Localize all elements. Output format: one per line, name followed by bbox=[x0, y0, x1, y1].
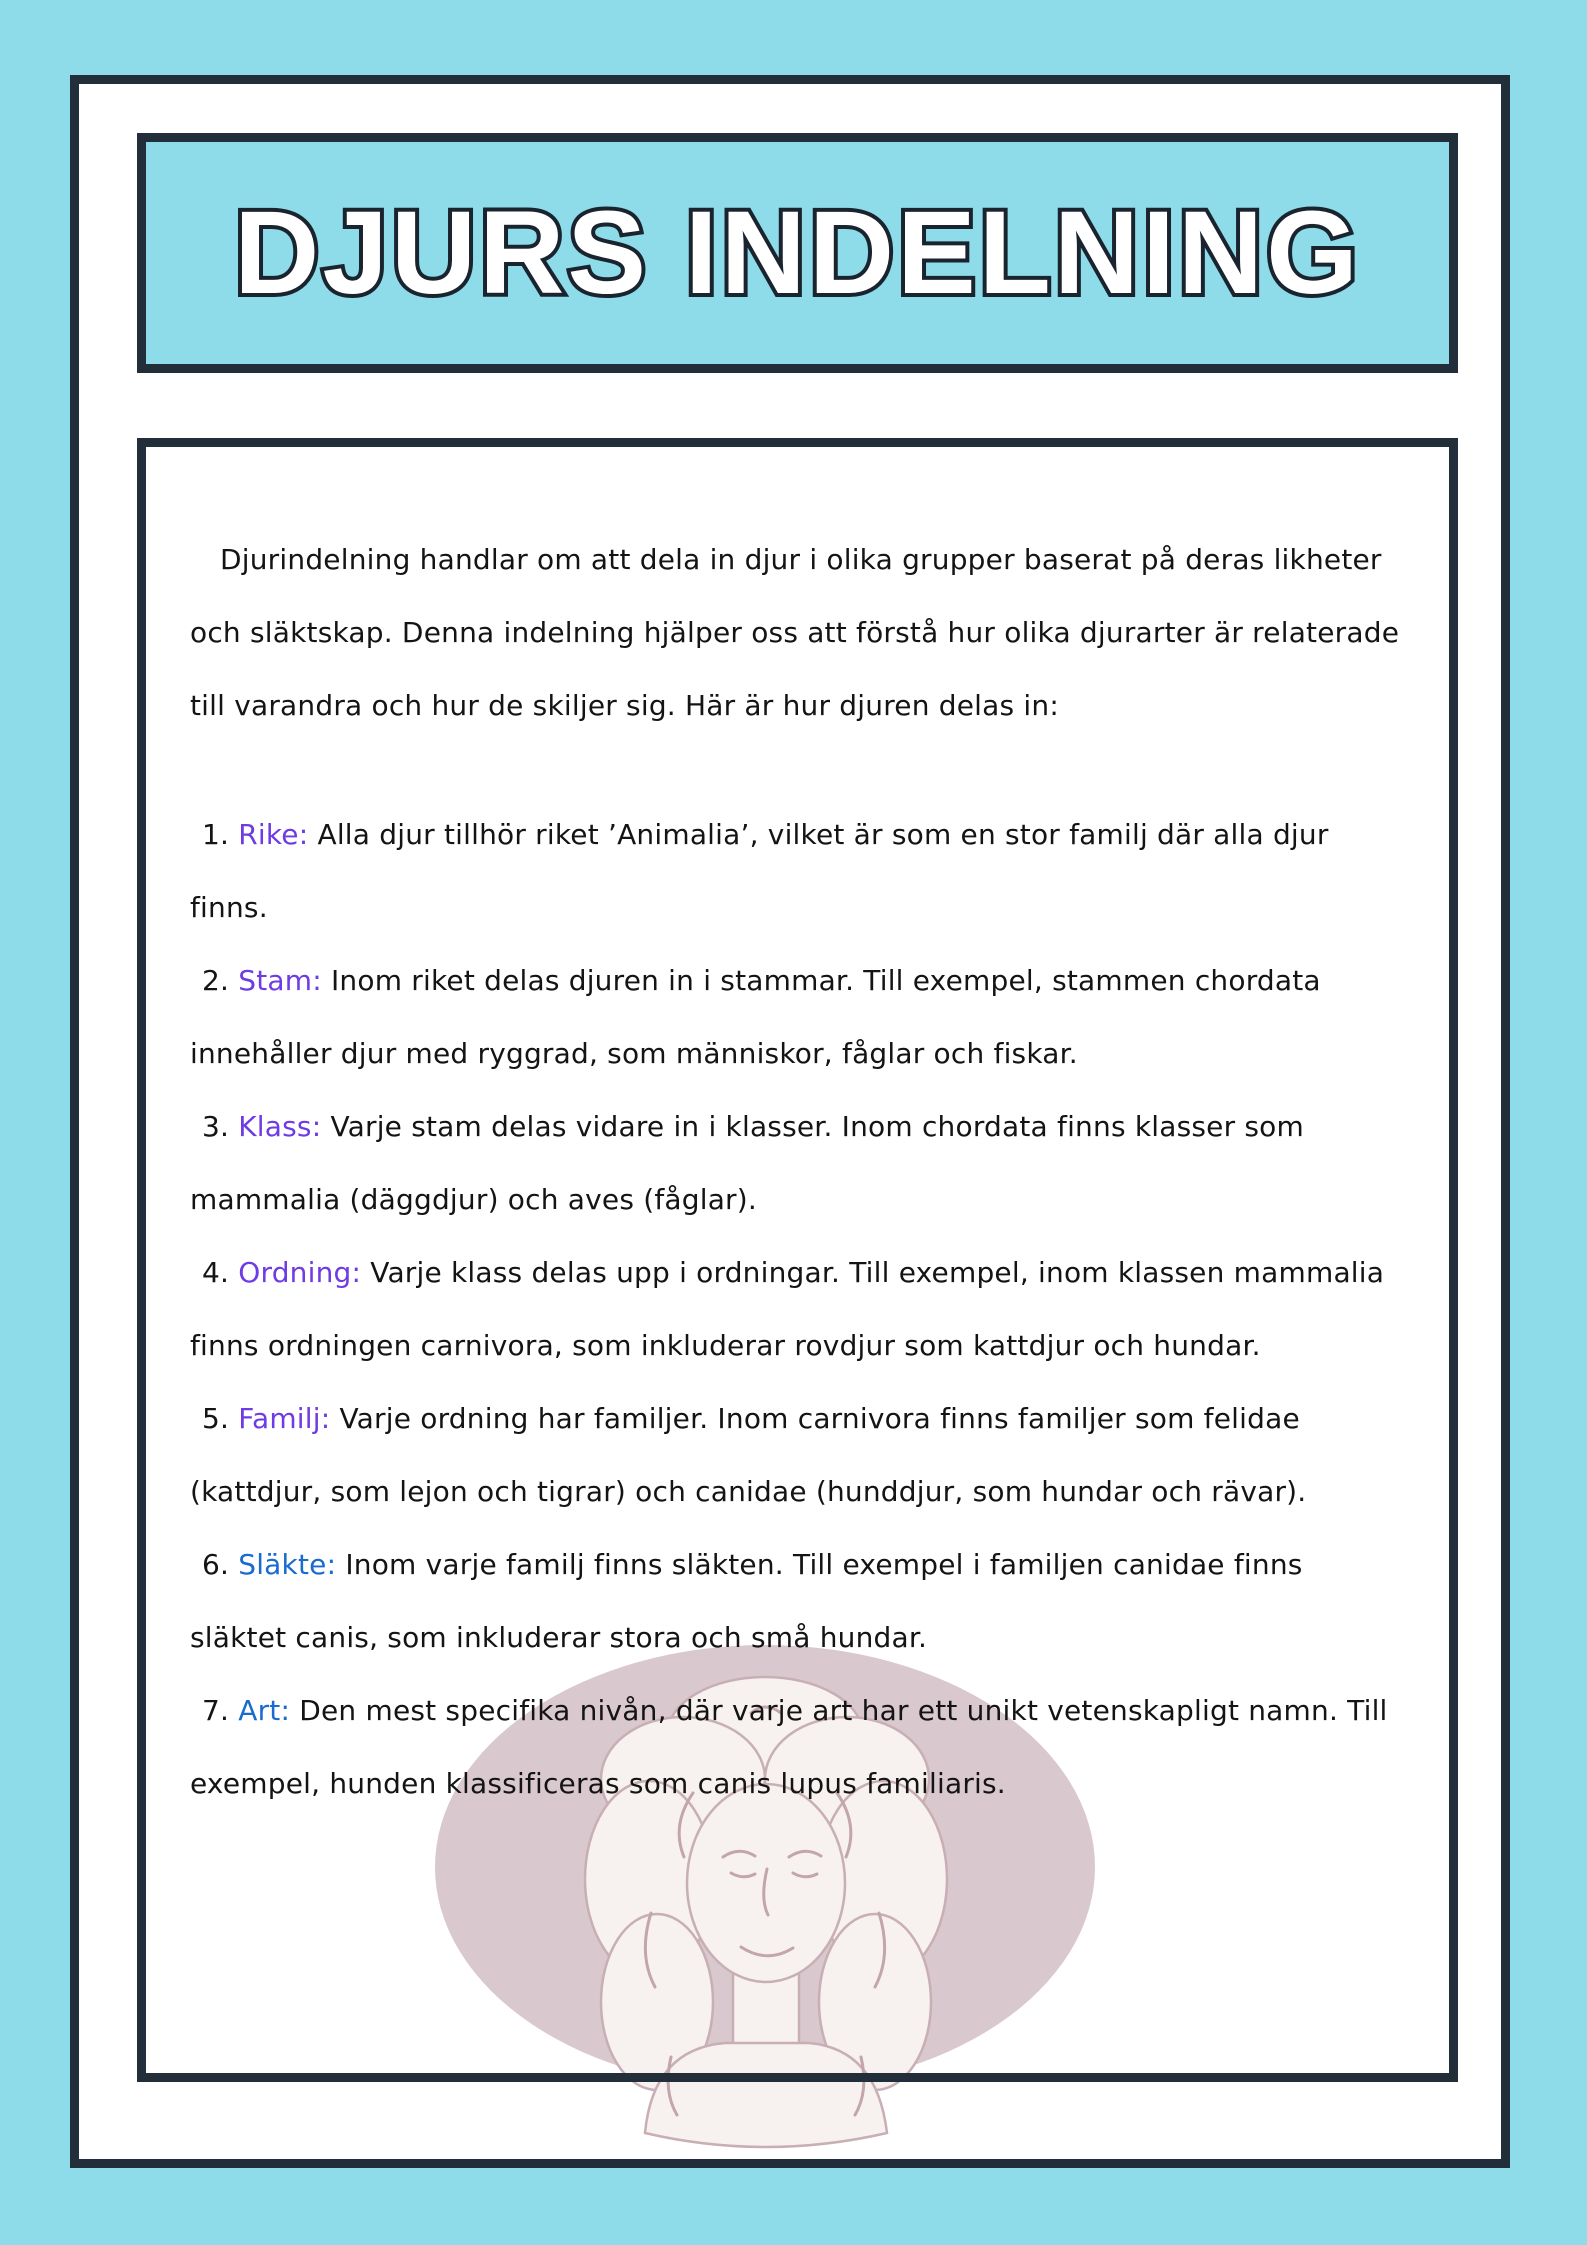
item-number: 6. bbox=[202, 1548, 230, 1581]
item-text: Varje stam delas vidare in i klasser. Inom chordata finns klasser som mammalia (däggdjur) och aves (fåglar). bbox=[190, 1110, 1304, 1216]
item-text: Alla djur tillhör riket ’Animalia’, vilket är som en stor familj där alla djur finns. bbox=[190, 818, 1329, 924]
item-number: 3. bbox=[202, 1110, 230, 1143]
item-keyword: Ordning: bbox=[238, 1256, 362, 1289]
item-keyword: Familj: bbox=[238, 1402, 331, 1435]
list-item-rike bbox=[190, 798, 1405, 944]
item-text: Den mest specifika nivån, där varje art har ett unikt vetenskapligt namn. Till exempel, hunden klassificeras som canis lupus familiaris. bbox=[190, 1694, 1388, 1800]
list-item-ordning bbox=[190, 1236, 1405, 1382]
item-keyword: Släkte: bbox=[238, 1548, 337, 1581]
item-text: Varje klass delas upp i ordningar. Till exempel, inom klassen mammalia finns ordningen carnivora, som inkluderar rovdjur som kattdjur och hundar. bbox=[190, 1256, 1385, 1362]
item-keyword: Klass: bbox=[238, 1110, 322, 1143]
list-item-art bbox=[190, 1674, 1405, 1820]
item-keyword: Art: bbox=[238, 1694, 291, 1727]
page-title: DJURS INDELNING bbox=[234, 187, 1361, 319]
content-panel bbox=[137, 438, 1458, 2082]
title-banner bbox=[137, 133, 1458, 373]
item-text: Varje ordning har familjer. Inom carnivora finns familjer som felidae (kattdjur, som lejon och tigrar) och canidae (hunddjur, som hundar och rävar). bbox=[190, 1402, 1307, 1508]
intro-paragraph: Djurindelning handlar om att dela in djur i olika grupper baserat på deras likheter och släktskap. Denna indelning hjälper oss att förstå hur olika djurarter är relaterade till varandra och hur de skiljer sig. Här är hur djuren delas in: bbox=[190, 543, 1400, 722]
item-number: 5. bbox=[202, 1402, 230, 1435]
item-number: 4. bbox=[202, 1256, 230, 1289]
item-number: 2. bbox=[202, 964, 230, 997]
item-text: Inom varje familj finns släkten. Till exempel i familjen canidae finns släktet canis, som inkluderar stora och små hundar. bbox=[190, 1548, 1303, 1654]
item-keyword: Stam: bbox=[238, 964, 322, 997]
item-number: 7. bbox=[202, 1694, 230, 1727]
worksheet-page bbox=[70, 75, 1510, 2168]
list-item-slakte bbox=[190, 1528, 1405, 1674]
classification-list bbox=[190, 798, 1405, 1820]
item-text: Inom riket delas djuren in i stammar. Till exempel, stammen chordata innehåller djur med ryggrad, som människor, fåglar och fiskar. bbox=[190, 964, 1321, 1070]
item-keyword: Rike: bbox=[238, 818, 309, 851]
list-item-familj bbox=[190, 1382, 1405, 1528]
list-item-stam bbox=[190, 944, 1405, 1090]
list-item-klass bbox=[190, 1090, 1405, 1236]
item-number: 1. bbox=[202, 818, 230, 851]
